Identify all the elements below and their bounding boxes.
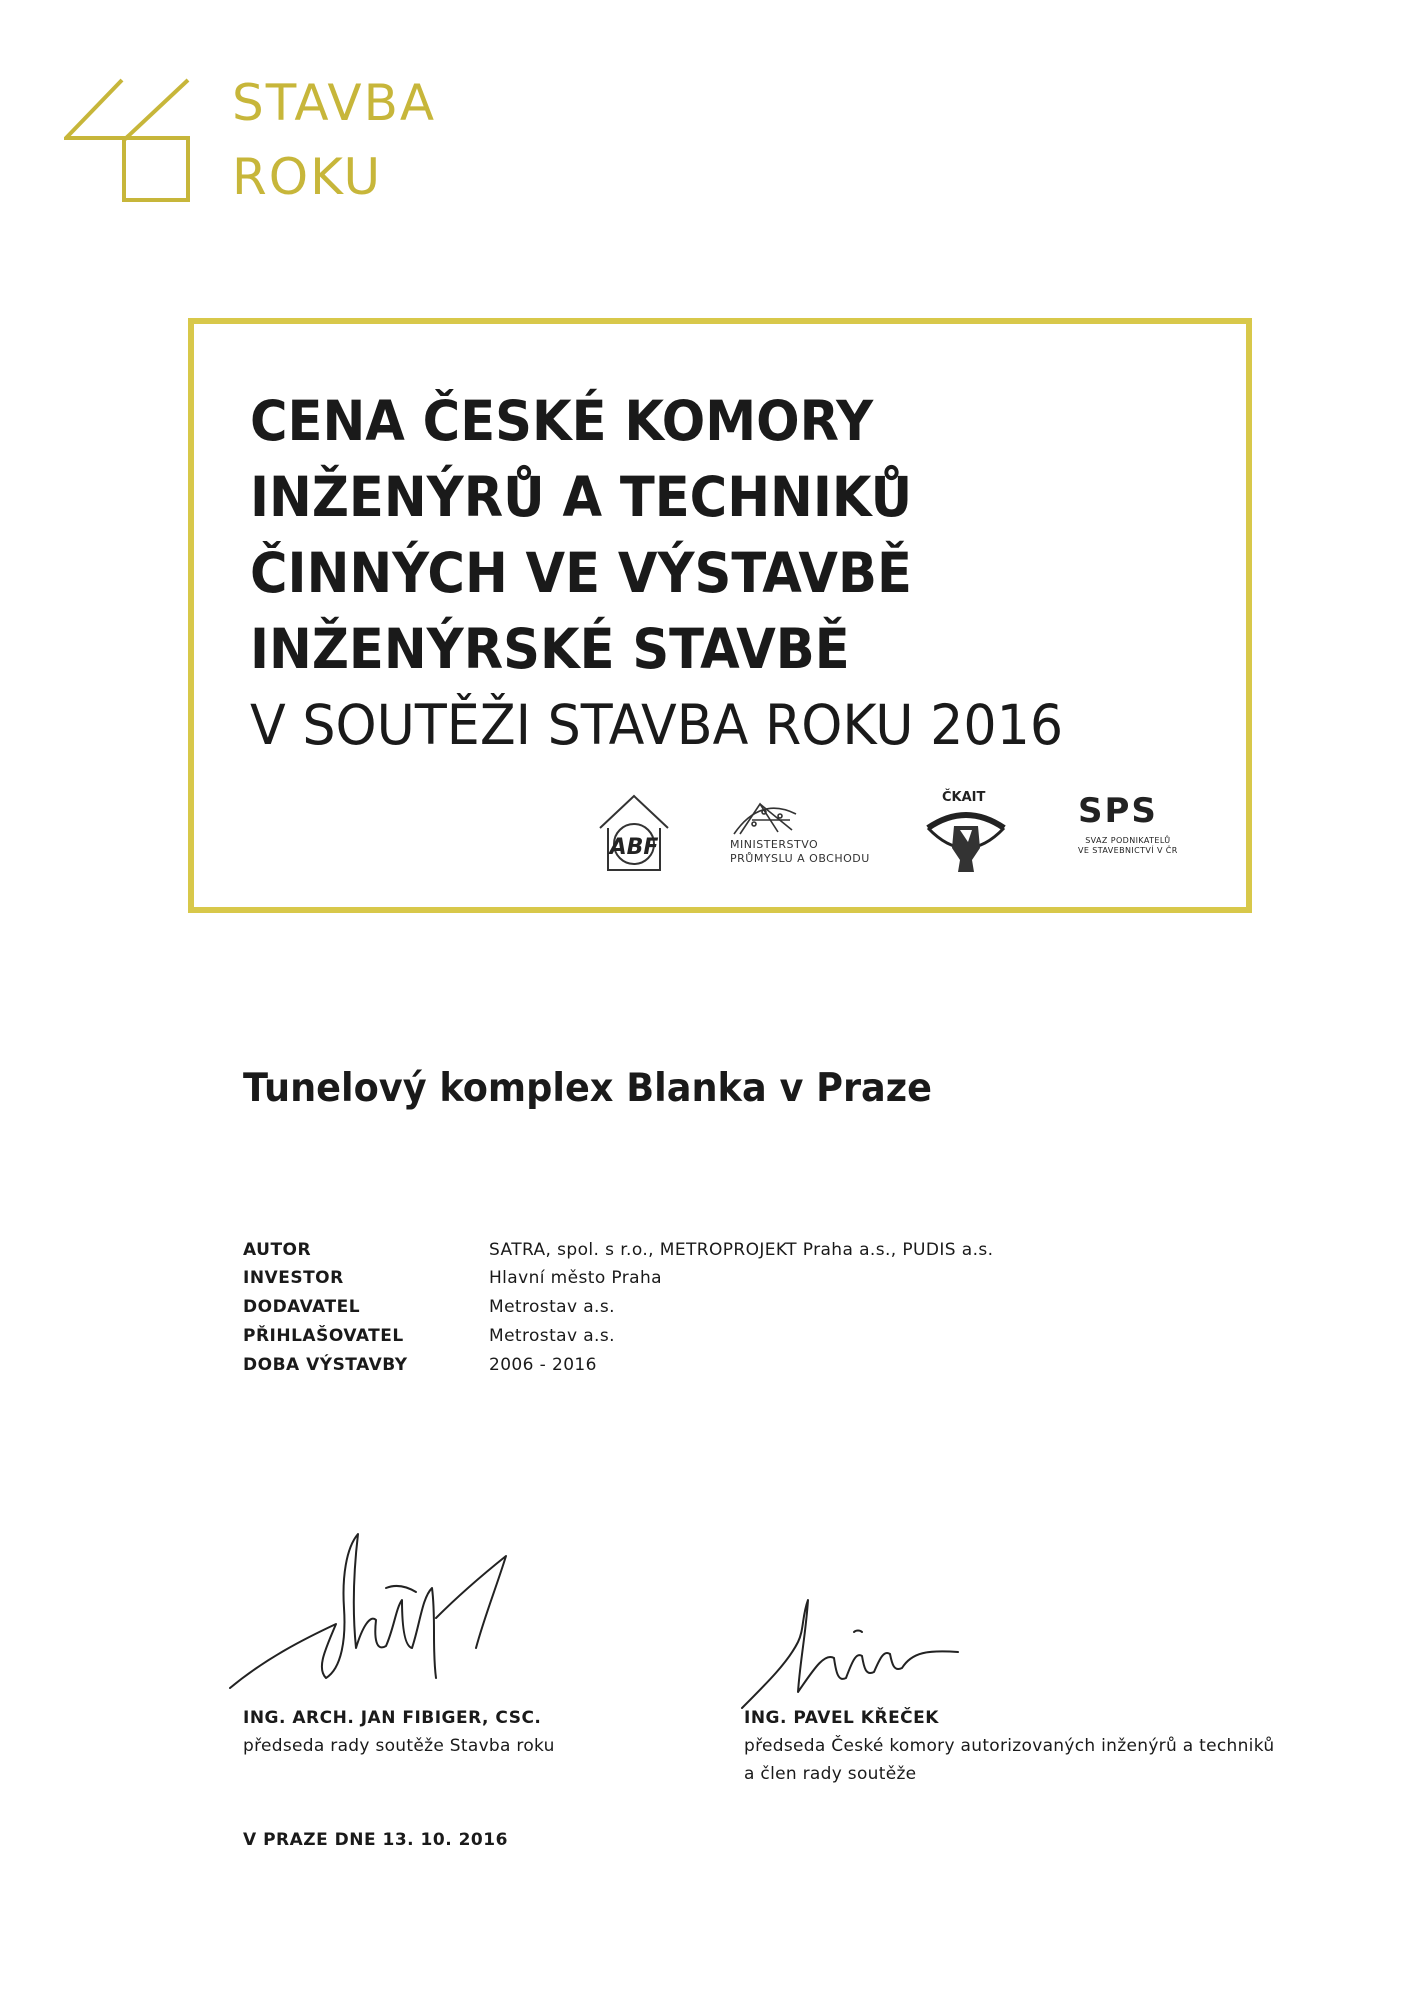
date-line: V PRAZE DNE 13. 10. 2016: [243, 1830, 508, 1850]
stavba-roku-logo-icon: [64, 78, 194, 203]
detail-label-investor: INVESTOR: [243, 1268, 344, 1288]
detail-label-prihlasovatel: PŘIHLAŠOVATEL: [243, 1326, 404, 1346]
abf-logo-icon: [594, 792, 674, 874]
detail-value-investor: Hlavní město Praha: [489, 1268, 662, 1288]
award-subtitle: V SOUTĚŽI STAVBA ROKU 2016: [250, 693, 1064, 757]
logo-text-stavba: STAVBA: [232, 74, 437, 132]
award-frame: [188, 318, 1252, 913]
svg-text:ABF: ABF: [609, 835, 659, 860]
sps-logo-text: SPS: [1078, 791, 1158, 831]
ckait-logo-text: ČKAIT: [942, 790, 986, 805]
award-title-line: INŽENÝRSKÉ STAVBĚ: [250, 617, 850, 681]
detail-label-dodavatel: DODAVATEL: [243, 1297, 361, 1317]
project-title: Tunelový komplex Blanka v Praze: [243, 1066, 932, 1111]
signer-1-role: předseda rady soutěže Stavba roku: [243, 1736, 555, 1756]
detail-value-doba-vystavby: 2006 - 2016: [489, 1355, 597, 1375]
signature-2-icon: [738, 1592, 978, 1712]
award-title-line: CENA ČESKÉ KOMORY: [250, 389, 874, 453]
ministry-logo-text: MINISTERSTVO PRŮMYSLU A OBCHODU: [730, 838, 870, 865]
detail-label-autor: AUTOR: [243, 1240, 312, 1260]
detail-value-dodavatel: Metrostav a.s.: [489, 1297, 615, 1317]
logo-text-roku: ROKU: [232, 148, 383, 206]
detail-value-autor: SATRA, spol. s r.o., METROPROJEKT Praha a.s., PUDIS a.s.: [489, 1240, 994, 1260]
signature-1-icon: [226, 1528, 526, 1708]
award-title-line: INŽENÝRŮ A TECHNIKŮ: [250, 465, 913, 529]
detail-label-doba-vystavby: DOBA VÝSTAVBY: [243, 1355, 408, 1375]
ministry-logo-icon: [730, 796, 820, 838]
award-title-line: ČINNÝCH VE VÝSTAVBĚ: [250, 541, 912, 605]
signer-2-role: předseda České komory autorizovaných inženýrů a techniků a člen rady soutěže: [744, 1736, 1275, 1784]
detail-value-prihlasovatel: Metrostav a.s.: [489, 1326, 615, 1346]
signer-2-name: ING. PAVEL KŘEČEK: [744, 1708, 939, 1728]
sps-logo-subtext: SVAZ PODNIKATELŮ VE STAVEBNICTVÍ V ČR: [1078, 836, 1178, 855]
ckait-lion-icon: [924, 808, 1008, 874]
signer-1-name: ING. ARCH. JAN FIBIGER, CSC.: [243, 1708, 542, 1728]
